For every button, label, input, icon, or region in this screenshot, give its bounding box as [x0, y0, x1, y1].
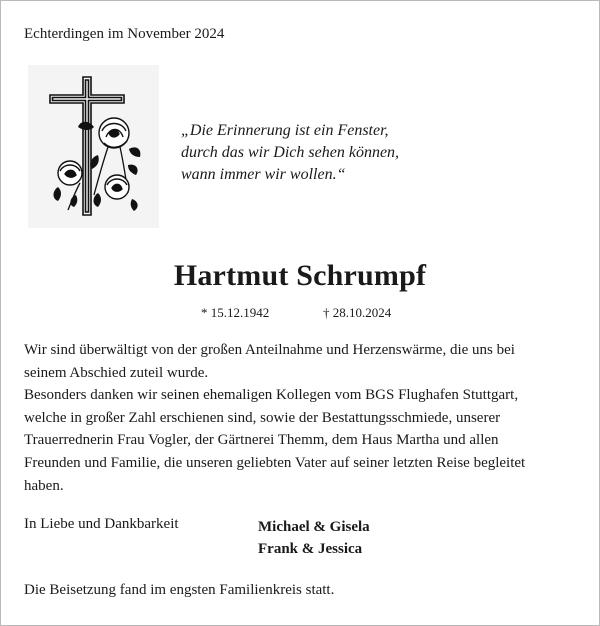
place-date: Echterdingen im November 2024 [24, 26, 225, 42]
quote-line: „Die Erinnerung ist ein Fenster, [181, 122, 389, 139]
message-line: Freunden und Familie, die unseren geliebten Vater auf seiner letzten Reise begleitet [24, 454, 526, 471]
message-line: haben. [24, 477, 64, 494]
cross-with-roses-graphic [28, 65, 159, 228]
message-line: Trauerrednerin Frau Vogler, der Gärtnerei Themm, dem Haus Martha und allen [24, 432, 499, 449]
memorial-quote [181, 120, 399, 186]
signer-name: Frank & Jessica [258, 541, 363, 557]
quote-line: wann immer wir wollen.“ [181, 166, 346, 183]
cross-with-roses-icon [28, 65, 159, 228]
closing-phrase: In Liebe und Dankbarkeit [24, 516, 179, 532]
deceased-name: Hartmut Schrumpf [173, 259, 427, 292]
birth-date: * 15.12.1942 [201, 305, 270, 320]
signer-name: Michael & Gisela [258, 519, 370, 535]
quote-line: durch das wir Dich sehen können, [181, 144, 400, 161]
message-line: Wir sind überwältigt von der großen Anteilnahme und Herzenswärme, die uns bei [24, 342, 515, 358]
message-line: welche in großer Zahl erschienen sind, sowie der Bestattungsschmiede, unserer [24, 409, 501, 426]
message-line: Besonders danken wir seinen ehemaligen Kollegen vom BGS Flughafen Stuttgart, [24, 387, 519, 404]
death-date: † 28.10.2024 [323, 305, 392, 320]
burial-note: Die Beisetzung fand im engsten Familienkreis statt. [24, 582, 335, 598]
thank-you-message [24, 339, 569, 497]
signers [258, 516, 370, 560]
message-line: seinem Abschied zuteil wurde. [24, 364, 209, 381]
